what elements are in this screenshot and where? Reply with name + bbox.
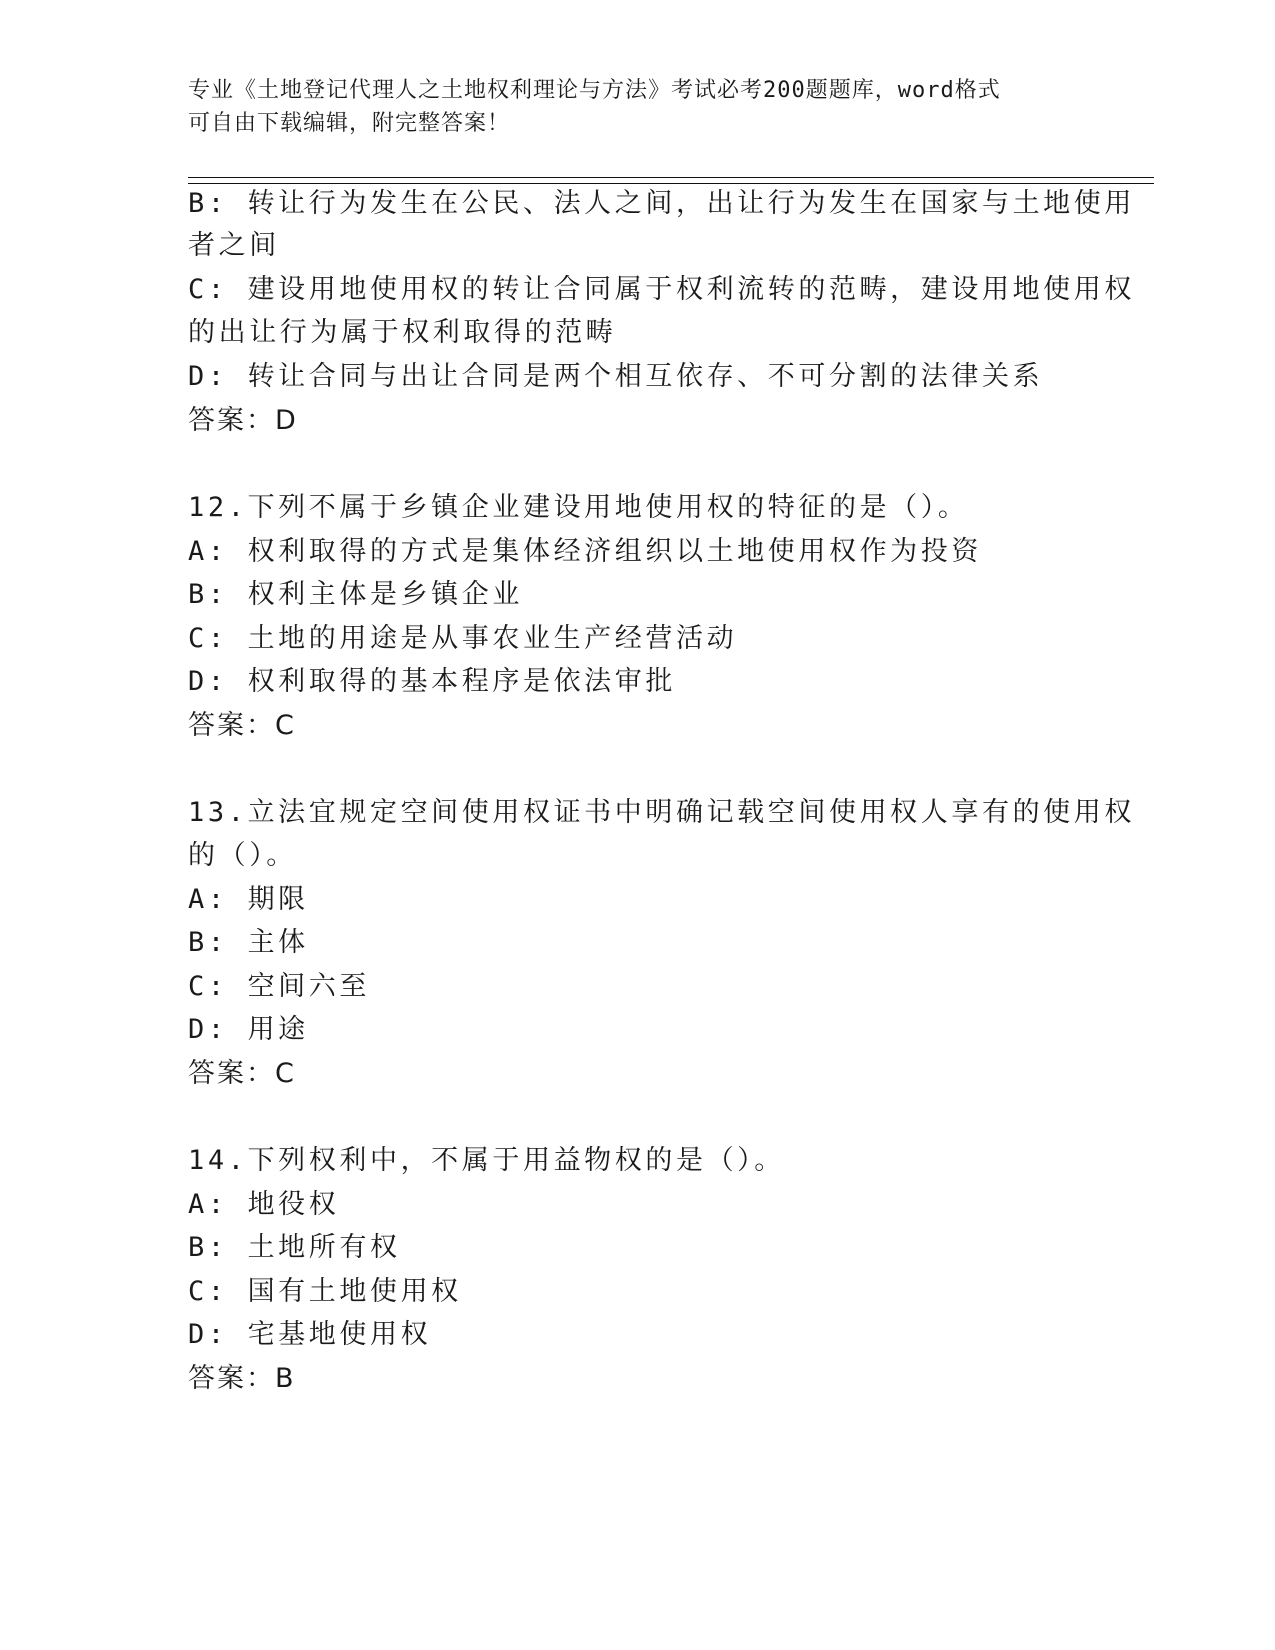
q13-option-a: A: 期限 <box>188 884 309 915</box>
q13-option-c: C: 空间六至 <box>188 971 370 1002</box>
q12-option-c: C: 土地的用途是从事农业生产经营活动 <box>188 623 738 654</box>
q12-option-a: A: 权利取得的方式是集体经济组织以土地使用权作为投资 <box>188 536 982 567</box>
q14-option-d: D: 宅基地使用权 <box>188 1319 432 1350</box>
q12-option-b: B: 权利主体是乡镇企业 <box>188 579 523 610</box>
q12-answer: 答案：C <box>188 710 296 741</box>
header-line-2: 可自由下载编辑，附完整答案！ <box>188 111 511 136</box>
header-divider-top <box>188 177 1154 178</box>
q14-option-c: C: 国有土地使用权 <box>188 1276 462 1307</box>
header-line-1: 专业《土地登记代理人之土地权利理论与方法》考试必考200题题库，word格式 <box>188 78 1001 103</box>
q14-answer: 答案：B <box>188 1363 296 1394</box>
q13-answer: 答案：C <box>188 1058 296 1089</box>
q11-option-c-line-1: C: 建设用地使用权的转让合同属于权利流转的范畴，建设用地使用权 <box>188 274 1135 305</box>
q13-option-d: D: 用途 <box>188 1014 309 1045</box>
q12-option-d: D: 权利取得的基本程序是依法审批 <box>188 666 676 697</box>
q14-option-b: B: 土地所有权 <box>188 1232 401 1263</box>
q13-stem-line-2: 的（）。 <box>188 840 297 871</box>
document-header <box>188 74 1088 140</box>
q11-option-c-line-2: 的出让行为属于权利取得的范畴 <box>188 317 617 348</box>
q13-stem-line-1: 13.立法宜规定空间使用权证书中明确记载空间使用权人享有的使用权 <box>188 797 1135 828</box>
q12-stem: 12.下列不属于乡镇企业建设用地使用权的特征的是（）。 <box>188 492 969 523</box>
q14-option-a: A: 地役权 <box>188 1189 340 1220</box>
q11-option-b-line-1: B: 转让行为发生在公民、法人之间，出让行为发生在国家与土地使用 <box>188 188 1135 219</box>
q11-answer: 答案：D <box>188 405 298 436</box>
q11-option-b-line-2: 者之间 <box>188 230 280 261</box>
q11-option-d: D: 转让合同与出让合同是两个相互依存、不可分割的法律关系 <box>188 361 1044 392</box>
q14-stem: 14.下列权利中，不属于用益物权的是（）。 <box>188 1145 785 1176</box>
q13-option-b: B: 主体 <box>188 927 309 958</box>
